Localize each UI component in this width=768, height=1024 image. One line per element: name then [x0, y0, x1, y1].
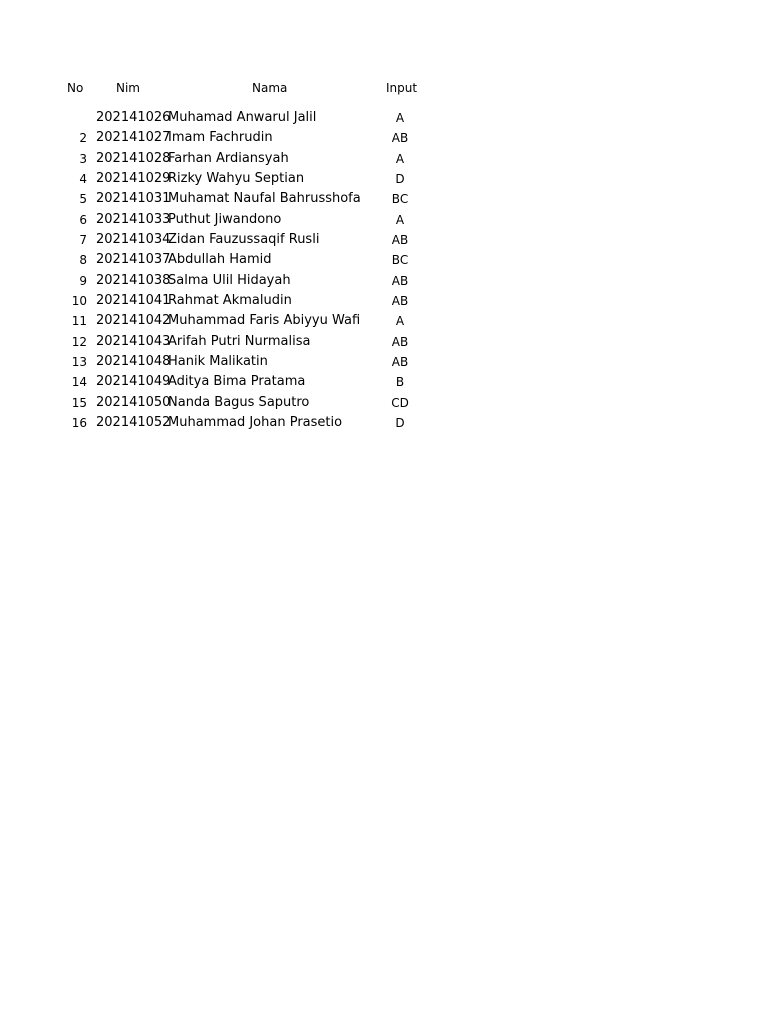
table-row	[0, 210, 768, 230]
table-row	[0, 291, 768, 311]
row-nama: Zidan Fauzussaqif Rusli	[168, 231, 320, 247]
row-input: AB	[391, 293, 409, 308]
row-nama: Arifah Putri Nurmalisa	[168, 333, 311, 349]
row-no: 5	[79, 192, 87, 207]
row-input: BC	[391, 192, 409, 207]
row-nim: 202141048	[96, 353, 171, 369]
row-input: AB	[391, 232, 409, 247]
row-nama: Hanik Malikatin	[168, 353, 268, 369]
table-row	[0, 332, 768, 352]
row-no: 11	[71, 314, 87, 329]
row-nama: Muhamad Anwarul Jalil	[168, 110, 317, 125]
row-no: 14	[71, 375, 87, 390]
student-table	[0, 108, 768, 433]
row-input: AB	[391, 273, 409, 288]
row-nim: 202141042	[96, 313, 171, 329]
header-input: Input	[386, 81, 418, 95]
row-no: 3	[79, 151, 87, 166]
row-no: 12	[71, 334, 87, 349]
row-nama: Aditya Bima Pratama	[168, 374, 306, 390]
table-row	[0, 393, 768, 413]
table-row	[0, 352, 768, 372]
row-nama: Salma Ulil Hidayah	[168, 272, 291, 288]
table-row	[0, 108, 768, 128]
row-input: CD	[391, 395, 409, 410]
row-nama: Nanda Bagus Saputro	[168, 394, 310, 410]
row-nim: 202141049	[96, 374, 171, 390]
row-input: B	[395, 375, 405, 390]
row-no: 10	[71, 293, 87, 308]
row-nim: 202141033	[96, 211, 171, 227]
row-input: AB	[391, 354, 409, 369]
row-nim: 202141050	[96, 394, 171, 410]
row-nim: 202141043	[96, 333, 171, 349]
row-no: 13	[71, 354, 87, 369]
row-input: A	[395, 314, 405, 329]
row-input: D	[395, 171, 405, 186]
row-nama: Abdullah Hamid	[168, 252, 272, 268]
row-input: A	[395, 212, 405, 227]
row-no: 6	[79, 212, 87, 227]
row-nama: Farhan Ardiansyah	[168, 150, 289, 166]
row-input: A	[395, 111, 405, 125]
row-nim: 202141052	[96, 414, 171, 430]
row-nim: 202141026	[96, 110, 171, 125]
row-nim: 202141041	[96, 292, 171, 308]
row-nama: Muhammad Faris Abiyyu Wafi	[168, 313, 361, 329]
row-nama: Rahmat Akmaludin	[168, 292, 292, 308]
header-nama: Nama	[252, 81, 288, 95]
row-nama: Muhamat Naufal Bahrusshofa	[168, 191, 361, 207]
row-input: D	[395, 415, 405, 430]
row-nim: 202141037	[96, 252, 171, 268]
row-no: 8	[79, 253, 87, 268]
row-no: 16	[71, 415, 87, 430]
table-row	[0, 250, 768, 270]
row-no: 15	[71, 395, 87, 410]
table-row	[0, 271, 768, 291]
table-row	[0, 413, 768, 433]
table-row	[0, 149, 768, 169]
row-nim: 202141034	[96, 231, 171, 247]
row-nim: 202141029	[96, 170, 171, 186]
table-row	[0, 372, 768, 392]
header-no: No	[67, 81, 84, 95]
row-nama: Rizky Wahyu Septian	[168, 170, 305, 186]
row-input: A	[395, 151, 405, 166]
row-nim: 202141038	[96, 272, 171, 288]
row-nim: 202141027	[96, 130, 171, 146]
row-no: 7	[79, 232, 87, 247]
row-nim: 202141031	[96, 191, 171, 207]
row-nama: Imam Fachrudin	[168, 130, 273, 146]
table-row	[0, 169, 768, 189]
header-nim: Nim	[116, 81, 140, 95]
row-input: AB	[391, 131, 409, 146]
row-nama: Muhammad Johan Prasetio	[168, 414, 343, 430]
table-row	[0, 311, 768, 331]
row-no: 4	[79, 171, 87, 186]
row-no: 2	[79, 131, 87, 146]
table-row	[0, 230, 768, 250]
row-input: BC	[391, 253, 409, 268]
row-no: 9	[79, 273, 87, 288]
row-input: AB	[391, 334, 409, 349]
row-nama: Puthut Jiwandono	[168, 211, 282, 227]
table-row	[0, 189, 768, 209]
row-nim: 202141028	[96, 150, 171, 166]
table-row	[0, 128, 768, 148]
